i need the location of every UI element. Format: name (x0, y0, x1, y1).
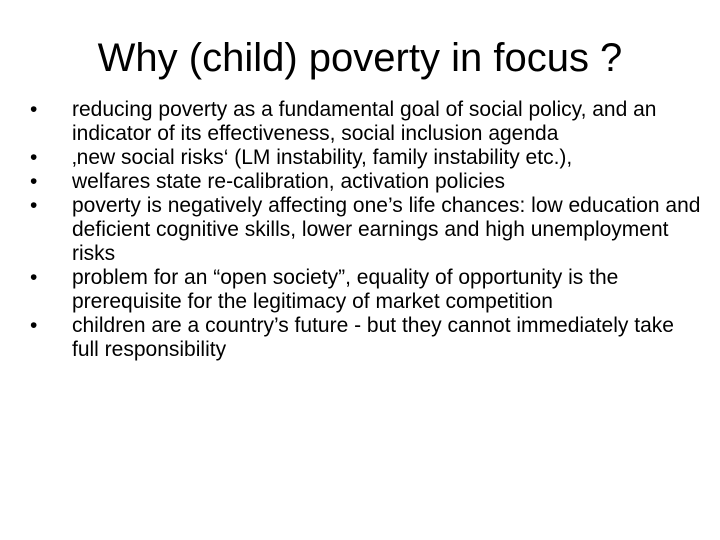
bullet-item (30, 98, 702, 146)
slide-title: Why (child) poverty in focus ? (97, 36, 623, 80)
bullet-icon: • (30, 170, 38, 193)
bullet-item (30, 194, 702, 266)
bullet-icon: • (30, 194, 38, 217)
bullet-text: children are a country’s future - but they cannot immediately take full responsibility (72, 314, 674, 361)
bullet-icon: • (30, 98, 38, 121)
bullet-text: reducing poverty as a fundamental goal of social policy, and an indicator of its effectiveness, social inclusion agenda (72, 98, 657, 145)
bullet-text: welfares state re-calibration, activation policies (72, 170, 506, 193)
bullet-list (30, 98, 702, 362)
bullet-icon: • (30, 146, 38, 169)
bullet-text: poverty is negatively affecting one’s life chances: low education and deficient cognitive skills, lower earnings and high unemployment risks (72, 194, 701, 265)
bullet-icon: • (30, 314, 38, 337)
bullet-item (30, 266, 702, 314)
bullet-item (30, 170, 702, 194)
bullet-icon: • (30, 266, 38, 289)
bullet-item (30, 314, 702, 362)
bullet-text: ‚new social risks‘ (LM instability, family instability etc.), (72, 146, 573, 169)
bullet-item (30, 146, 702, 170)
bullet-text: problem for an “open society”, equality of opportunity is the prerequisite for the legitimacy of market competition (72, 266, 619, 313)
